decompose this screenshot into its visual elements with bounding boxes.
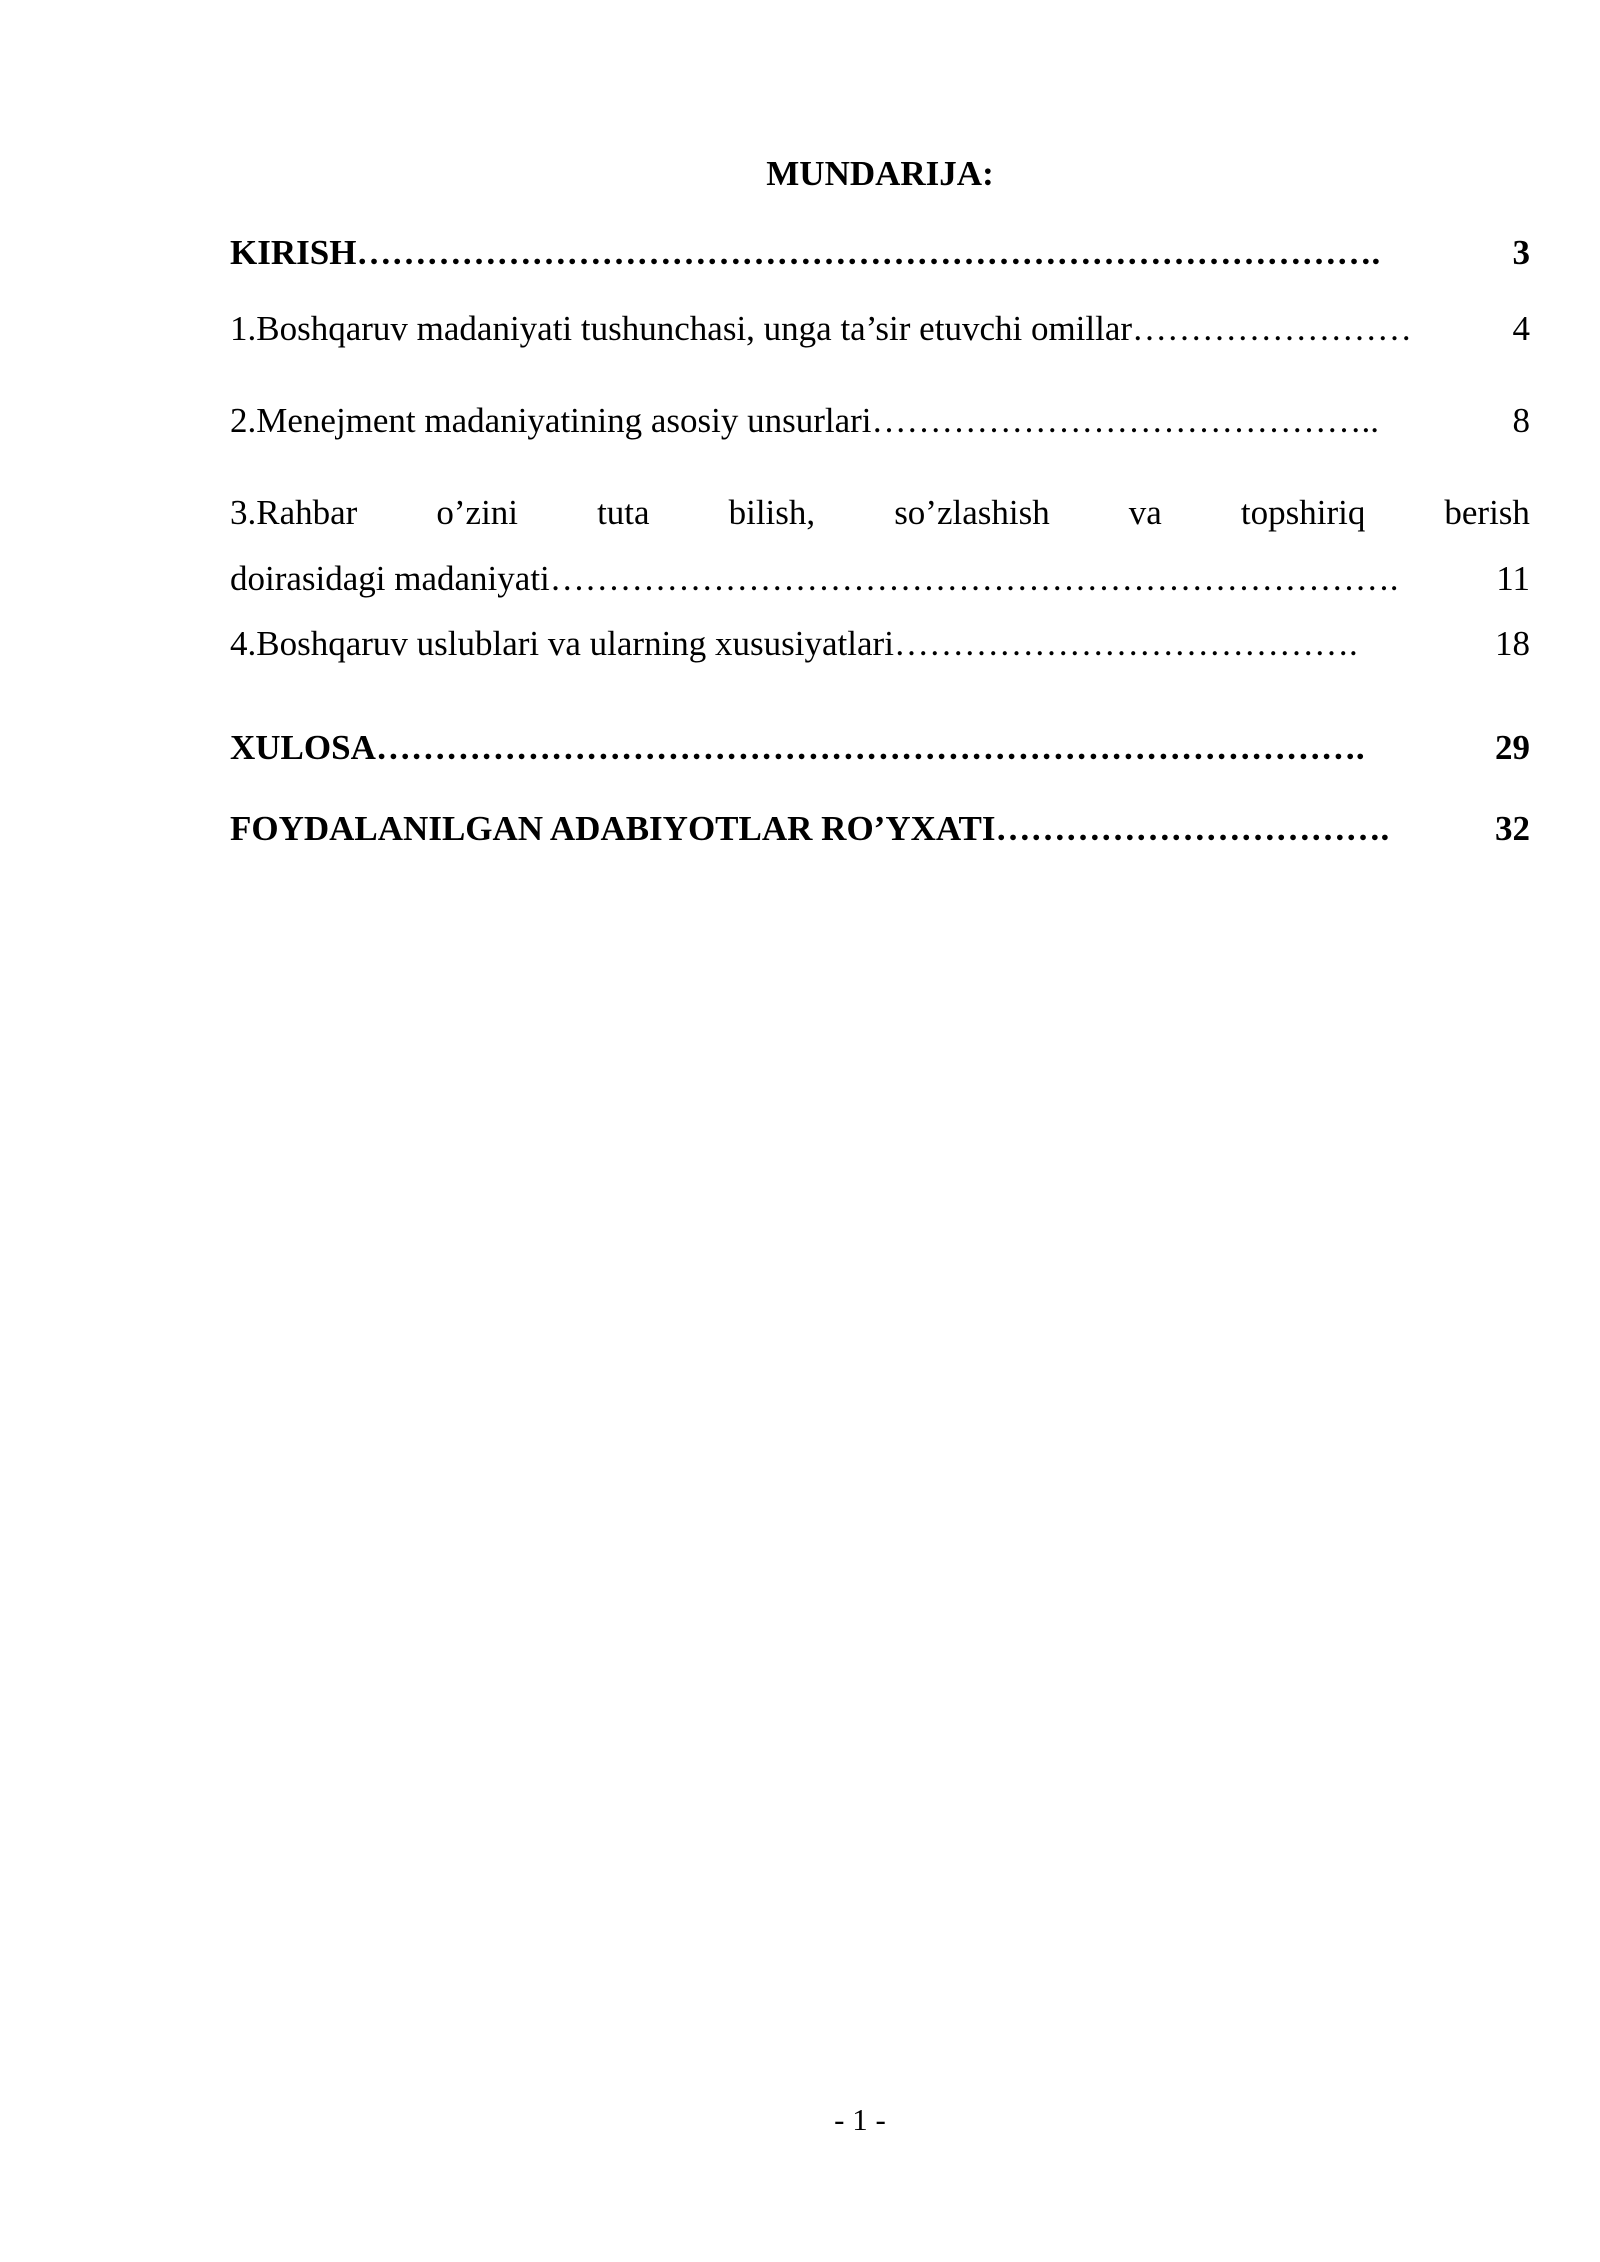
toc-page-number: 32 <box>1495 809 1530 848</box>
toc-dot-leader: …………………… <box>1132 309 1413 348</box>
toc-entry-label: KIRISH <box>230 233 357 272</box>
toc-dot-leader: ……………………………. <box>995 809 1390 848</box>
toc-entry-label: 4.Boshqaruv uslublari va ularning xususiyatlari <box>230 624 894 663</box>
toc-entry-kirish <box>230 231 1530 275</box>
toc-entry-4 <box>230 622 1530 666</box>
page-number-footer: - 1 - <box>834 2102 886 2137</box>
toc-dot-leader: ……………………………………………………………………………. <box>356 233 1381 272</box>
toc-entry-2 <box>230 399 1530 443</box>
toc-entry-1 <box>230 307 1530 351</box>
toc-word: so’zlashish <box>894 493 1050 532</box>
toc-dot-leader: …………………………………………………………………………. <box>375 728 1365 767</box>
toc-entry-3-first-line <box>230 491 1530 535</box>
toc-entry-label: FOYDALANILGAN ADABIYOTLAR RO’YXATI <box>230 809 996 848</box>
toc-entry-label: doirasidagi madaniyati <box>230 559 550 598</box>
toc-dot-leader: …………………………………….. <box>871 401 1380 440</box>
page-title: MUNDARIJA: <box>766 154 994 193</box>
toc-word: o’zini <box>436 493 519 532</box>
toc-page-number: 11 <box>1496 559 1530 598</box>
toc-page-number: 3 <box>1512 233 1530 272</box>
toc-page-number: 4 <box>1512 309 1530 348</box>
toc-page-number: 8 <box>1512 401 1530 440</box>
toc-dot-leader: ………………………………………………………………. <box>549 559 1399 598</box>
toc-word: tuta <box>597 493 650 532</box>
toc-page-number: 29 <box>1495 728 1530 767</box>
toc-entry-xulosa <box>230 726 1530 770</box>
toc-word: va <box>1128 493 1162 532</box>
toc-entry-label: 1.Boshqaruv madaniyati tushunchasi, unga ta’sir etuvchi omillar <box>230 309 1133 348</box>
toc-word: bilish, <box>728 493 816 532</box>
toc-dot-leader: …………………………………. <box>893 624 1358 663</box>
toc-page-number: 18 <box>1495 624 1530 663</box>
toc-entry-label: XULOSA <box>230 728 376 767</box>
toc-word: berish <box>1444 493 1530 532</box>
toc-entry-3 <box>230 557 1530 601</box>
toc-word: topshiriq <box>1240 493 1366 532</box>
toc-entry-label: 2.Menejment madaniyatining asosiy unsurlari <box>230 401 872 440</box>
toc-word: 3.Rahbar <box>230 493 358 532</box>
toc-entry-references <box>230 807 1530 851</box>
